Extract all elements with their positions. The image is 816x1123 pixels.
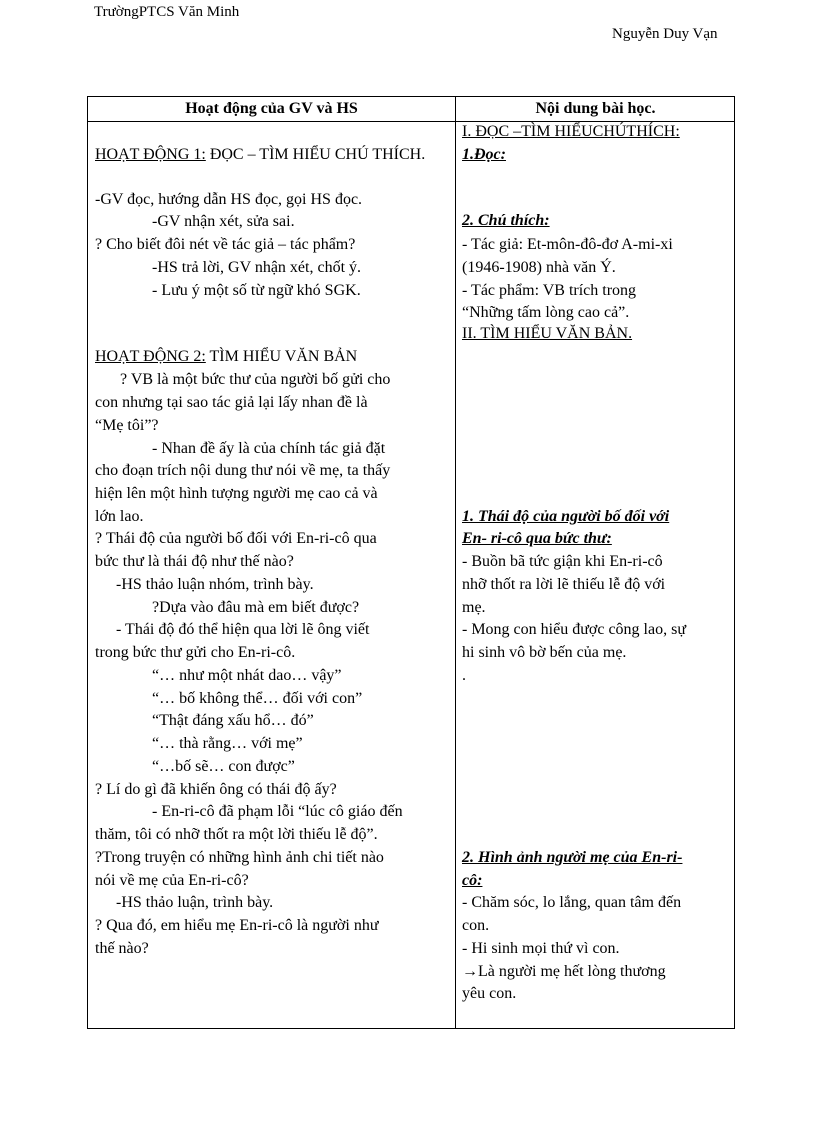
right-line: - Buồn bã tức giận khi En-ri-cô	[462, 553, 663, 570]
right-line: nhỡ thốt ra lời lẽ thiếu lễ độ với	[462, 576, 666, 593]
right-line: - Tác giả: Et-môn-đô-đơ A-mi-xi	[462, 236, 673, 253]
left-line: cho đoạn trích nội dung thư nói về mẹ, ta thấy	[95, 462, 391, 479]
right-line: mẹ.	[462, 599, 486, 616]
activity-1-title: ĐỌC – TÌM HIỂU CHÚ THÍCH.	[205, 146, 426, 163]
right-line: con.	[462, 917, 490, 934]
section-1-heading: I. ĐỌC –TÌM HIỂUCHÚTHÍCH:	[462, 123, 680, 140]
left-line: - Thái độ đó thể hiện qua lời lẽ ông viết	[116, 621, 370, 638]
left-line: thế nào?	[95, 940, 149, 957]
left-line: - Lưu ý một số từ ngữ khó SGK.	[152, 282, 361, 299]
left-line: - Nhan đề ấy là của chính tác giả đặt	[152, 440, 386, 457]
column-divider	[455, 97, 456, 1028]
left-line: ?Trong truyện có những hình ảnh chi tiết nào	[95, 849, 384, 866]
activity-2-heading	[95, 346, 357, 368]
right-line: hi sinh vô bờ bến của mẹ.	[462, 644, 627, 661]
activity-2-label: HOẠT ĐỘNG 2:	[95, 348, 206, 365]
left-line: -HS thảo luận, trình bày.	[116, 894, 274, 911]
activity-1-label: HOẠT ĐỘNG 1:	[95, 146, 206, 163]
left-line: hiện lên một hình tượng người mẹ cao cả và	[95, 485, 378, 502]
left-line: -GV đọc, hướng dẫn HS đọc, gọi HS đọc.	[95, 191, 363, 208]
right-line: - Chăm sóc, lo lắng, quan tâm đến	[462, 894, 682, 911]
activity-2-title: TÌM HIỂU VĂN BẢN	[205, 348, 358, 365]
left-line: ?Dựa vào đâu mà em biết được?	[152, 599, 360, 616]
left-line: con nhưng tại sao tác giả lại lấy nhan đề là	[95, 394, 368, 411]
subsection-father-attitude: 1. Thái độ của người bố đối với	[462, 508, 670, 525]
left-line: - En-ri-cô đã phạm lỗi “lúc cô giáo đến	[152, 803, 403, 820]
section-2-heading: II. TÌM HIỂU VĂN BẢN.	[462, 325, 633, 342]
right-line: - Mong con hiểu được công lao, sự	[462, 621, 686, 638]
quote-line: “… thà rằng… với mẹ”	[152, 735, 303, 752]
subsection-read: 1.Đọc:	[462, 146, 506, 163]
quote-line: “Thật đáng xấu hổ… đó”	[152, 712, 314, 729]
left-line: thăm, tôi có nhỡ thốt ra một lời thiếu lễ độ”.	[95, 826, 378, 843]
left-line: ? Qua đó, em hiểu mẹ En-ri-cô là người như	[95, 917, 379, 934]
left-line: -HS trả lời, GV nhận xét, chốt ý.	[152, 259, 362, 276]
left-line: trong bức thư gửi cho En-ri-cô.	[95, 644, 296, 661]
school-name: TrườngPTCS Văn Minh	[94, 4, 240, 20]
left-line: ? Thái độ của người bố đối với En-ri-cô qua	[95, 530, 377, 547]
left-line: lớn lao.	[95, 508, 144, 525]
right-line: (1946-1908) nhà văn Ý.	[462, 259, 616, 276]
subsection-notes: 2. Chú thích:	[462, 212, 550, 229]
left-line: “Mẹ tôi”?	[95, 417, 159, 434]
left-line: ? Lí do gì đã khiến ông có thái độ ấy?	[95, 781, 337, 798]
right-line: .	[462, 667, 466, 684]
column-header-content: Nội dung bài học.	[535, 100, 656, 117]
left-line: -GV nhận xét, sửa sai.	[152, 213, 295, 230]
arrow-right-icon: →	[462, 963, 478, 980]
right-line: yêu con.	[462, 985, 517, 1002]
right-line: - Hi sinh mọi thứ vì con.	[462, 940, 620, 957]
lesson-table	[87, 96, 735, 1029]
activity-1-heading	[95, 144, 425, 166]
quote-line: “… bố không thể… đối với con”	[152, 690, 363, 707]
left-line: ? Cho biết đôi nét về tác giả – tác phẩm?	[95, 236, 356, 253]
quote-line: “…bố sẽ… con được”	[152, 758, 295, 775]
left-line: ? VB là một bức thư của người bố gửi cho	[120, 371, 391, 388]
subsection-father-attitude-cont: En- ri-cô qua bức thư:	[462, 530, 612, 547]
subsection-mother-image: 2. Hình ảnh người mẹ của En-ri-	[462, 849, 683, 866]
conclusion-text: Là người mẹ hết lòng thương	[478, 963, 666, 980]
right-line: - Tác phẩm: VB trích trong	[462, 282, 637, 299]
quote-line: “… như một nhát dao… vậy”	[152, 667, 342, 684]
conclusion-line	[462, 961, 666, 983]
left-line: -HS thảo luận nhóm, trình bày.	[116, 576, 314, 593]
column-header-activities: Hoạt động của GV và HS	[185, 100, 358, 117]
right-line: “Những tấm lòng cao cả”.	[462, 304, 630, 321]
subsection-mother-image-cont: cô:	[462, 872, 483, 889]
left-line: bức thư là thái độ như thế nào?	[95, 553, 294, 570]
author-name: Nguyễn Duy Vạn	[612, 26, 718, 42]
left-line: nói về mẹ của En-ri-cô?	[95, 872, 249, 889]
